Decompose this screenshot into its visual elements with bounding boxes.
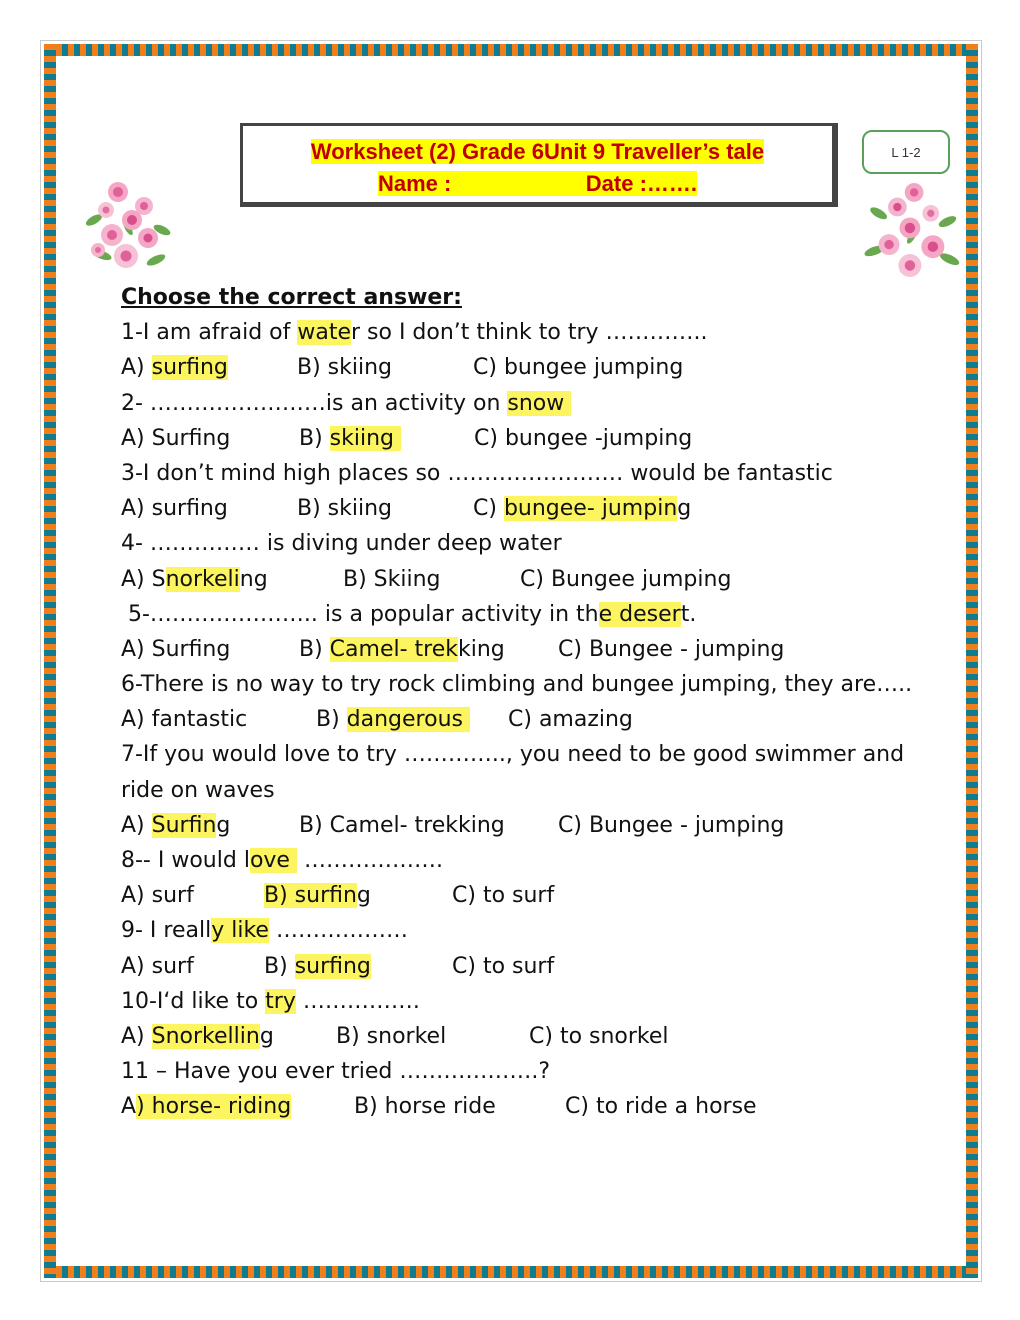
option-c[interactable]: C) to ride a horse — [565, 1094, 757, 1120]
options-11 — [121, 1089, 941, 1124]
question-1: 1-I am afraid of water so I don’t think to try ………….. — [121, 320, 708, 346]
question-8: 8-- I would love ………………. — [121, 848, 443, 874]
option-c[interactable]: C) Bungee - jumping — [558, 812, 785, 838]
option-c[interactable]: C) bungee- jumping — [473, 496, 692, 522]
option-b[interactable]: B) skiing — [299, 421, 474, 456]
options-7 — [121, 808, 941, 843]
worksheet-title: Worksheet (2) Grade 6Unit 9 Traveller’s tale — [310, 139, 765, 164]
question-10: 10-I‘d like to try ……………. — [121, 988, 420, 1014]
option-a[interactable]: A) Surfing — [121, 812, 231, 838]
option-b[interactable]: B) skiing — [297, 496, 393, 522]
options-1 — [121, 350, 941, 385]
option-c[interactable]: C) Bungee jumping — [520, 566, 732, 592]
rose-bouquet-icon — [82, 180, 174, 272]
option-b[interactable]: B) Skiing — [343, 566, 441, 592]
question-9: 9- I really like ……………… — [121, 918, 408, 944]
rose-bouquet-icon — [864, 182, 960, 278]
question-6: 6-There is no way to try rock climbing and bungee jumping, they are….. — [121, 672, 913, 698]
option-c[interactable]: C) to snorkel — [529, 1023, 669, 1049]
question-11: 11 – Have you ever tried ……………….? — [121, 1059, 551, 1085]
question-3: 3-I don’t mind high places so …………………… would be fantastic — [121, 460, 833, 486]
option-a[interactable]: A) Surfing — [121, 636, 231, 662]
option-a[interactable]: A) horse- riding — [121, 1094, 292, 1120]
question-5: 5-………………….. is a popular activity in the desert. — [121, 601, 697, 627]
options-4 — [121, 562, 941, 597]
options-3 — [121, 491, 941, 526]
option-a[interactable]: A) Snorkeling — [121, 566, 268, 592]
option-a[interactable]: A) surf — [121, 953, 194, 979]
question-2: 2- ……………………is an activity on snow — [121, 386, 941, 421]
option-a[interactable]: A) surf — [121, 883, 194, 909]
option-b[interactable]: B) surfing — [264, 883, 371, 909]
option-b[interactable]: B) dangerous — [316, 702, 508, 737]
options-8 — [121, 878, 941, 913]
option-a[interactable]: A) surfing — [121, 496, 228, 522]
option-a[interactable]: A) fantastic — [121, 707, 248, 733]
options-9 — [121, 949, 941, 984]
option-c[interactable]: C) to surf — [452, 953, 555, 979]
title-box — [240, 123, 838, 207]
date-label: Date :……. — [585, 171, 698, 196]
option-b[interactable]: B) horse ride — [354, 1094, 496, 1120]
option-c[interactable]: C) amazing — [508, 707, 633, 733]
option-c[interactable]: C) bungee -jumping — [474, 425, 693, 451]
instructions-heading: Choose the correct answer: — [121, 285, 462, 310]
option-a[interactable]: A) Surfing — [121, 425, 231, 451]
option-c[interactable]: C) bungee jumping — [473, 355, 684, 381]
option-b[interactable]: B) Camel- trekking — [299, 812, 505, 838]
question-4: 4- …………… is diving under deep water — [121, 531, 562, 557]
option-b[interactable]: B) snorkel — [336, 1023, 447, 1049]
options-5 — [121, 632, 941, 667]
name-date-line — [243, 168, 832, 200]
name-label: Name : — [377, 171, 452, 196]
options-2 — [121, 421, 941, 456]
worksheet-content — [121, 280, 941, 1125]
level-badge: L 1-2 — [862, 130, 950, 174]
question-7: 7-If you would love to try ………….., you need to be good swimmer and ride on waves — [121, 742, 905, 803]
option-b[interactable]: B) surfing — [264, 953, 371, 979]
options-6 — [121, 702, 941, 737]
option-a[interactable]: A) surfing — [121, 355, 228, 381]
option-a[interactable]: A) Snorkelling — [121, 1023, 274, 1049]
option-b[interactable]: B) skiing — [297, 355, 393, 381]
option-c[interactable]: C) Bungee - jumping — [558, 636, 785, 662]
option-c[interactable]: C) to surf — [452, 883, 555, 909]
options-10 — [121, 1019, 941, 1054]
option-b[interactable]: B) Camel- trekking — [299, 636, 505, 662]
